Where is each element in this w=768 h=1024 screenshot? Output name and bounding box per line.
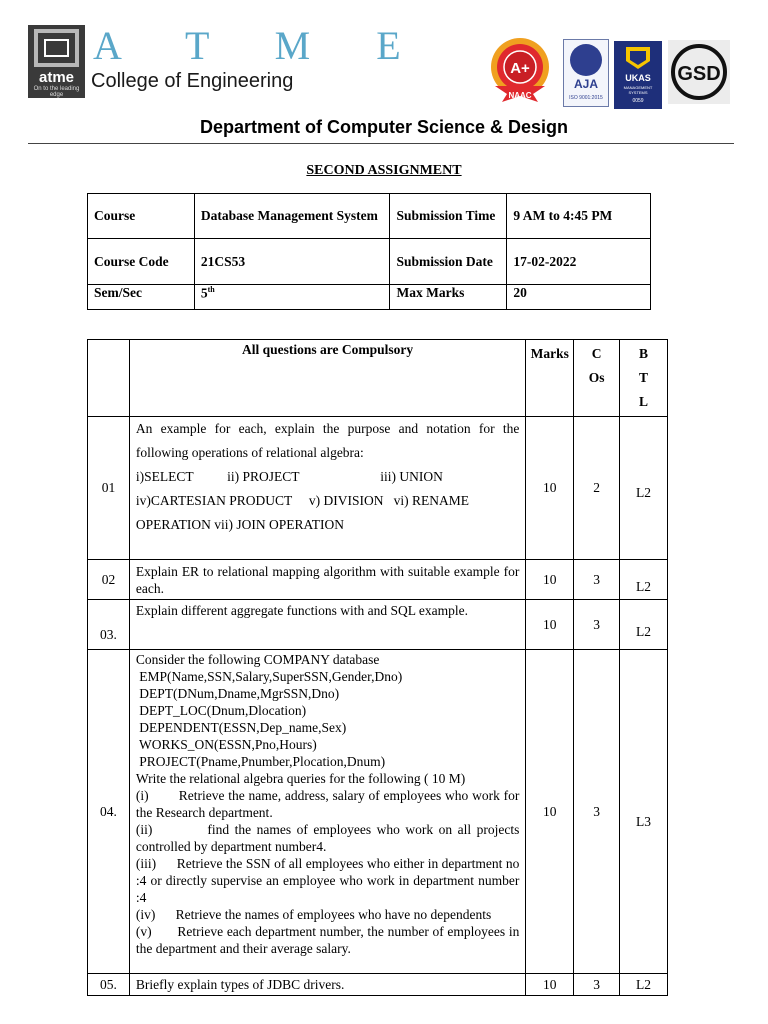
sem-value: 5 xyxy=(200,285,208,301)
question-marks: 10 xyxy=(526,650,574,974)
btl-header: BTL xyxy=(620,340,668,417)
question-number: 04. xyxy=(88,650,130,974)
marks-header: Marks xyxy=(526,340,574,417)
ukas-label: UKAS xyxy=(625,73,651,83)
question-marks: 10 xyxy=(526,600,574,650)
course-code-value: 21CS53 xyxy=(194,239,390,285)
aja-badge-icon xyxy=(563,39,609,107)
question-number: 05. xyxy=(88,974,130,996)
question-bt: L3 xyxy=(620,650,668,974)
questions-table xyxy=(87,339,668,996)
submission-date-label: Submission Date xyxy=(390,239,507,285)
question-text xyxy=(129,417,525,560)
max-marks-label: Max Marks xyxy=(390,285,507,310)
course-value: Database Management System xyxy=(194,194,390,239)
gsd-label: GSD xyxy=(677,63,721,85)
subquestion: (v) Retrieve each department number, the number of employees in the department and their average salary. xyxy=(135,924,523,956)
question-line: i)SELECT ii) PROJECT iii) UNION xyxy=(135,469,443,484)
institution-title: A T M E xyxy=(93,23,429,68)
question-co: 2 xyxy=(574,417,620,560)
table-row xyxy=(88,560,668,600)
gsd-badge-icon xyxy=(668,40,730,104)
logo-word: atme xyxy=(38,69,75,86)
compulsory-header: All questions are Compulsory xyxy=(129,340,525,417)
aja-label: AJA xyxy=(573,77,598,91)
question-marks: 10 xyxy=(526,417,574,560)
schema-line: DEPT_LOC(Dnum,Dlocation) xyxy=(135,703,307,718)
question-text xyxy=(129,650,525,974)
question-line: Consider the following COMPANY database xyxy=(135,652,380,667)
department-title: Department of Computer Science & Design xyxy=(199,117,569,137)
question-text: Briefly explain types of JDBC drivers. xyxy=(129,974,525,996)
max-marks-value: 20 xyxy=(507,285,651,310)
question-bt: L2 xyxy=(620,974,668,996)
question-co: 3 xyxy=(574,650,620,974)
question-marks: 10 xyxy=(526,560,574,600)
sem-cell xyxy=(194,285,390,310)
table-row xyxy=(88,650,668,974)
table-row xyxy=(88,417,668,560)
header-divider xyxy=(28,143,734,144)
naac-grade: A+ xyxy=(510,60,530,77)
cos-header: COs xyxy=(574,340,620,417)
qno-header xyxy=(88,340,130,417)
question-co: 3 xyxy=(574,600,620,650)
logo-square-icon xyxy=(34,29,79,67)
submission-time-label: Submission Time xyxy=(390,194,507,239)
questions-header-row xyxy=(88,340,668,417)
schema-line: EMP(Name,SSN,Salary,SuperSSN,Gender,Dno) xyxy=(135,669,403,684)
question-text: Explain ER to relational mapping algorithm with suitable example for each. xyxy=(129,560,525,600)
table-row xyxy=(88,600,668,650)
question-number: 01 xyxy=(88,417,130,560)
aja-iso: ISO 9001:2015 xyxy=(569,95,603,101)
question-text: Explain different aggregate functions with and SQL example. xyxy=(129,600,525,650)
college-name: College of Engineering xyxy=(91,70,294,92)
ukas-sub: MANAGEMENT SYSTEMS xyxy=(623,85,653,95)
ukas-number: 0059 xyxy=(632,98,644,104)
naac-badge-icon xyxy=(485,34,555,106)
question-co: 3 xyxy=(574,560,620,600)
question-number: 03. xyxy=(88,600,130,650)
schema-line: PROJECT(Pname,Pnumber,Plocation,Dnum) xyxy=(135,754,386,769)
question-bt: L2 xyxy=(620,560,668,600)
college-logo xyxy=(28,25,85,98)
schema-line: DEPT(DNum,Dname,MgrSSN,Dno) xyxy=(135,686,340,701)
ukas-badge-icon xyxy=(614,41,662,109)
sem-suffix: th xyxy=(207,285,215,294)
question-marks: 10 xyxy=(526,974,574,996)
subquestion: (ii) find the names of employees who work on all projects controlled by department number4. xyxy=(135,822,523,854)
submission-time-value: 9 AM to 4:45 PM xyxy=(507,194,651,239)
info-row xyxy=(88,239,651,285)
subquestion: (iv) Retrieve the names of employees who have no dependents xyxy=(135,907,492,922)
question-line: An example for each, explain the purpose and notation for the following operations of relational algebra: xyxy=(135,421,520,460)
naac-label: NAAC xyxy=(508,91,532,100)
question-number: 02 xyxy=(88,560,130,600)
question-line: OPERATION vii) JOIN OPERATION xyxy=(135,517,344,532)
question-bt: L2 xyxy=(620,600,668,650)
question-line: Write the relational algebra queries for the following ( 10 M) xyxy=(135,771,466,786)
course-info-table xyxy=(87,193,651,310)
question-bt: L2 xyxy=(620,417,668,560)
logo-tagline: On to the leading edge xyxy=(33,86,80,98)
assignment-title: SECOND ASSIGNMENT xyxy=(306,163,462,178)
question-line: iv)CARTESIAN PRODUCT v) DIVISION vi) RENAME xyxy=(135,493,469,508)
course-code-label: Course Code xyxy=(88,239,195,285)
schema-line: DEPENDENT(ESSN,Dep_name,Sex) xyxy=(135,720,347,735)
sem-label: Sem/Sec xyxy=(88,285,195,310)
info-row xyxy=(88,194,651,239)
subquestion: (i) Retrieve the name, address, salary of employees who work for the Research department. xyxy=(135,788,523,820)
question-co: 3 xyxy=(574,974,620,996)
info-row xyxy=(88,285,651,310)
table-row xyxy=(88,974,668,996)
schema-line: WORKS_ON(ESSN,Pno,Hours) xyxy=(135,737,317,752)
course-label: Course xyxy=(88,194,195,239)
submission-date-value: 17-02-2022 xyxy=(507,239,651,285)
subquestion: (iii) Retrieve the SSN of all employees who either in department no :4 or directly supervise an employee who work in department number :4 xyxy=(135,856,523,905)
